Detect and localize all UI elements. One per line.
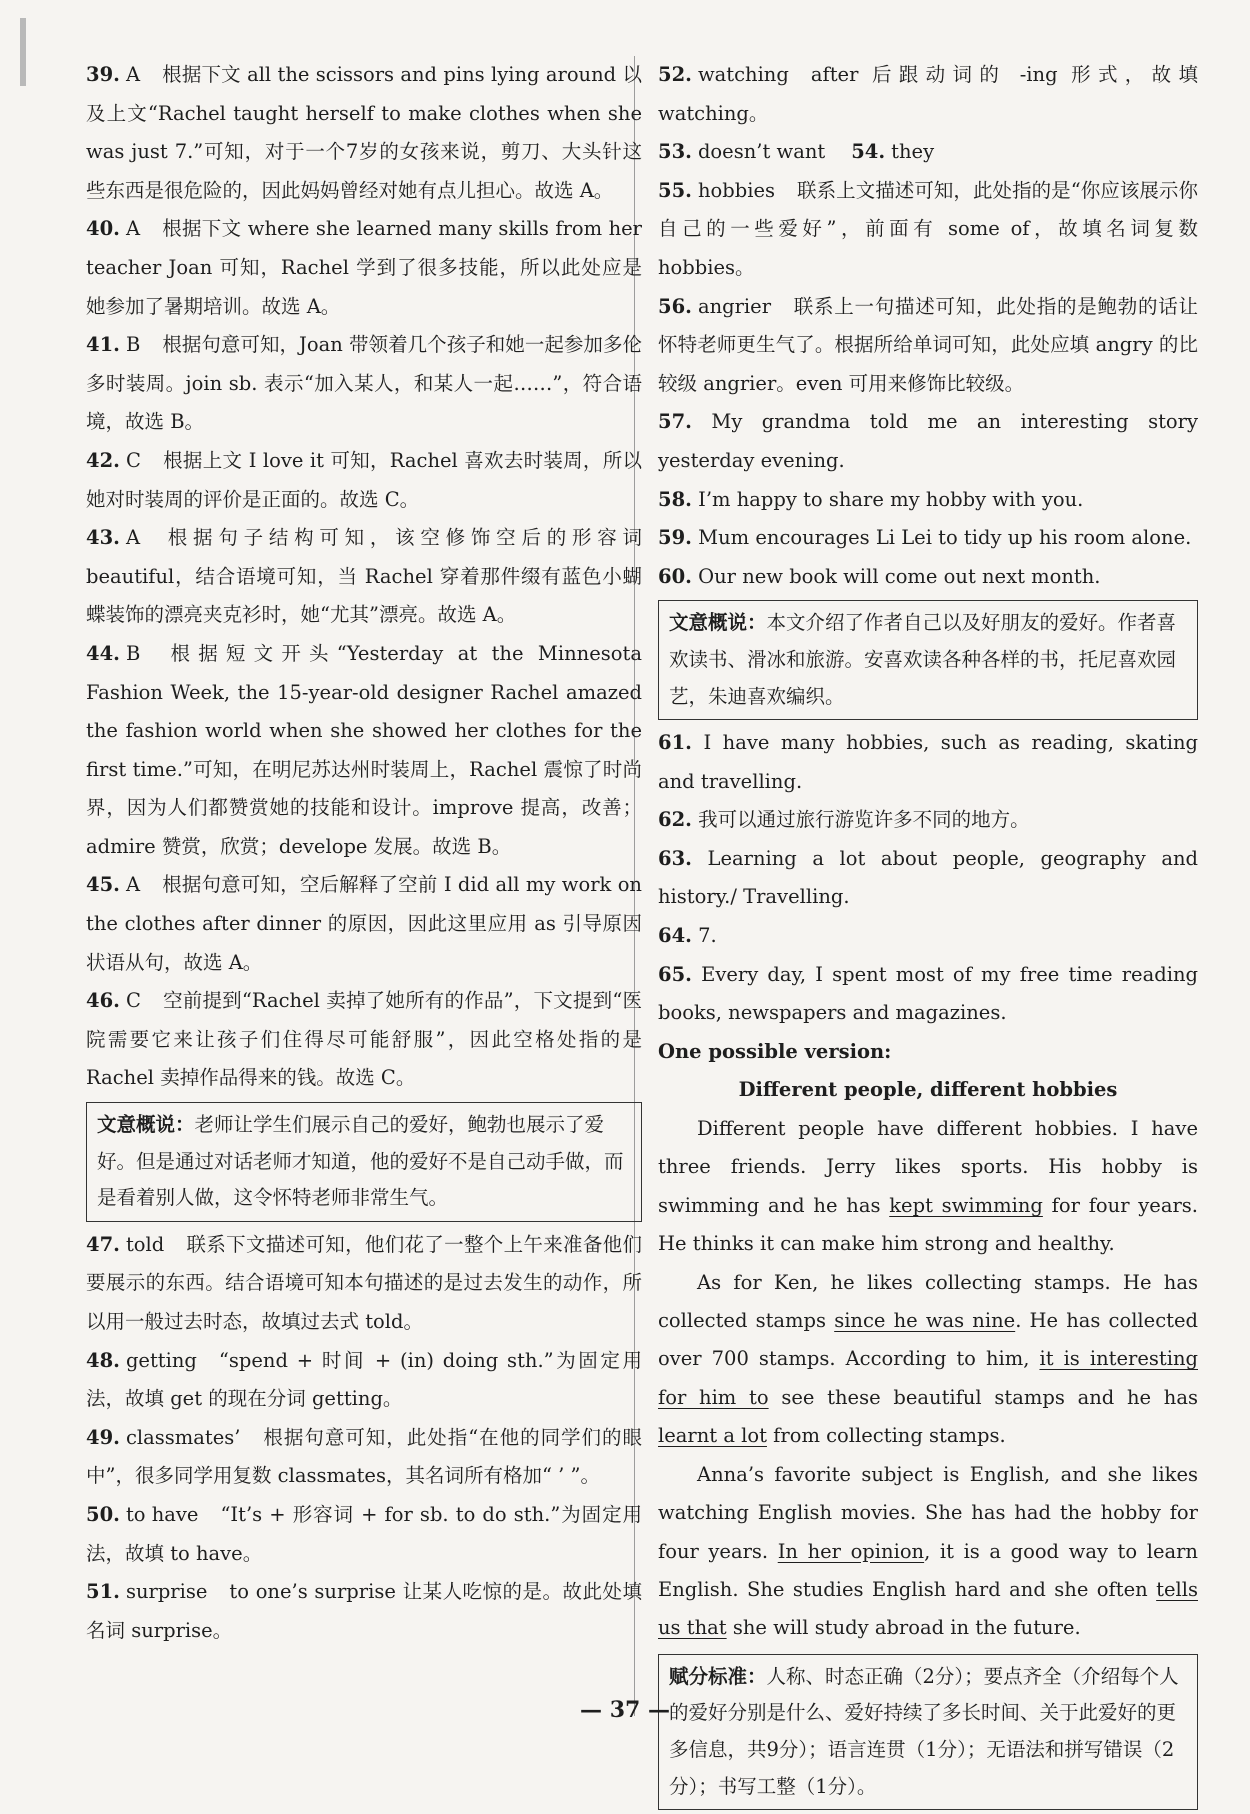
answer-item <box>658 56 1198 133</box>
question-number: 56. <box>658 294 692 318</box>
question-number: 65. <box>658 962 692 986</box>
explanation-text: 7. <box>698 924 717 948</box>
answer-item <box>86 1342 642 1419</box>
question-number: 46. <box>86 989 120 1013</box>
answer-key: B <box>125 641 141 665</box>
answer-item <box>658 133 1198 172</box>
page-number: — 37 — <box>580 1697 670 1723</box>
question-number: 52. <box>658 63 692 86</box>
question-number: 43. <box>86 526 120 550</box>
question-number: 42. <box>86 448 120 472</box>
essay-paragraph: Anna’s favorite subject is English, and she likes watching English movies. She has had the hobby for four years. In her opinion, it is a good way to learn English. She studies English hard and she often tells us that she will study abroad in the future. <box>658 1462 1198 1640</box>
question-number: 63. <box>658 846 692 870</box>
question-number: 40. <box>86 217 120 241</box>
answer-item <box>658 288 1198 404</box>
explanation-text: 根据上文 I love it 可知，Rachel 喜欢去时装周，所以她对时装周的评价是正面的。故选 C。 <box>86 448 642 511</box>
left-answer-list <box>86 56 642 1098</box>
summary-label: 文意概说： <box>97 1113 195 1137</box>
right-column <box>658 56 1198 1814</box>
explanation-text: 根据句意可知，Joan 带领着几个孩子和她一起参加多伦多时装周。join sb. 表示“加入某人，和某人一起……”，符合语境，故选 B。 <box>86 333 642 434</box>
summary-text: 本文介绍了作者自己以及好朋友的爱好。作者喜欢读书、滑冰和旅游。安喜欢读各种各样的书，托尼喜欢园艺，朱迪喜欢编织。 <box>669 611 1177 708</box>
explanation-text: 根据下文 all the scissors and pins lying around 以及上文“Rachel taught herself to make clothes when she was just 7.”可知，对于一个7岁的女孩来说，剪刀、大头针这些东西是很危险的，因此妈妈曾经对她有点儿担心。故选 A。 <box>86 63 642 202</box>
right-answer-list <box>658 56 1198 596</box>
question-number: 48. <box>86 1348 120 1372</box>
answer-key: A <box>125 63 141 86</box>
answer-key: A <box>125 526 141 550</box>
explanation-text: 联系上文描述可知，此处指的是“你应该展示你自己的一些爱好”，前面有 some of，故填名词复数 hobbies。 <box>658 178 1198 279</box>
explanation-text: 根据句意可知，空后解释了空前 I did all my work on the clothes after dinner 的原因，因此这里应用 as 引导原因状语从句，故选 A。 <box>86 873 642 974</box>
summary-text: 老师让学生们展示自己的爱好，鲍勃也展示了爱好。但是通过对话老师才知道，他的爱好不是自己动手做，而是看着别人做，这令怀特老师非常生气。 <box>97 1113 624 1210</box>
explanation-text: Our new book will come out next month. <box>698 564 1101 588</box>
answer-item <box>86 1419 642 1496</box>
explanation-text: Mum encourages Li Lei to tidy up his room alone. <box>698 526 1192 550</box>
answer-key: B <box>125 333 141 357</box>
explanation-text: 根据下文 where she learned many skills from her teacher Joan 可知，Rachel 学到了很多技能，所以此处应是她参加了暑期培训。故选 A。 <box>86 217 642 318</box>
answer-item <box>658 519 1198 558</box>
scoring-box <box>658 1654 1198 1810</box>
answer-item <box>658 172 1198 288</box>
right-answer-list-2 <box>658 724 1198 1033</box>
answer-item <box>658 840 1198 917</box>
explanation-text: “spend + 时间 + (in) doing sth.”为固定用法，故填 get 的现在分词 getting。 <box>86 1348 642 1411</box>
question-number: 60. <box>658 564 692 588</box>
answer-item <box>86 635 642 867</box>
essay-title: Different people, different hobbies <box>738 1078 1118 1102</box>
answer-item <box>658 801 1198 840</box>
answer-item <box>86 56 642 210</box>
answer-item <box>86 442 642 519</box>
essay-paragraph: Different people have different hobbies. I have three friends. Jerry likes sports. His hobby is swimming and he has kept swimming for four years. He thinks it can make him strong and healthy. <box>658 1117 1199 1256</box>
answer-item <box>86 210 642 326</box>
page-edge-mark <box>20 18 26 86</box>
question-number: 41. <box>86 333 120 357</box>
answer-key: hobbies <box>697 178 775 202</box>
answer-key: told <box>125 1232 165 1256</box>
answer-item <box>86 1496 642 1573</box>
essay-heading: One possible version: <box>658 1039 892 1063</box>
scoring-label: 赋分标准： <box>669 1664 767 1688</box>
explanation-text: to one’s surprise 让某人吃惊的是。故此处填名词 surprise。 <box>86 1580 642 1642</box>
answer-key: C <box>125 989 141 1013</box>
question-number: 49. <box>86 1425 120 1449</box>
explanation-text: 空前提到“Rachel 卖掉了她所有的作品”，下文提到“医院需要它来让孩子们住得尽可能舒服”，因此空格处指的是 Rachel 卖掉作品得来的钱。故选 C。 <box>86 989 642 1090</box>
answer-key: watching <box>697 63 789 86</box>
explanation-text: Every day, I spent most of my free time reading books, newspapers and magazines. <box>658 962 1198 1025</box>
answer-item <box>658 917 1198 956</box>
explanation-text: 根据短文开头“Yesterday at the Minnesota Fashion Week, the 15-year-old designer Rachel amazed the fashion world when she showed her clothes for the first time.”可知，在明尼苏达州时装周上，Rachel 震惊了时尚界，因为人们都赞赏她的技能和设计。improve 提高，改善；admire 赞赏，欣赏；develope 发展。故选 B。 <box>86 641 642 858</box>
answer-key: angrier <box>697 294 772 318</box>
answer-item <box>658 558 1198 597</box>
question-number: 62. <box>658 808 692 832</box>
question-number: 61. <box>658 731 692 755</box>
answer-key: doesn’t want <box>697 140 826 164</box>
answer-item <box>658 481 1198 520</box>
answer-item <box>86 866 642 982</box>
left-column <box>86 56 642 1650</box>
question-number: 64. <box>658 924 692 948</box>
question-number: 59. <box>658 526 692 550</box>
question-number: 39. <box>86 63 120 86</box>
answer-key: they <box>891 140 935 164</box>
answer-item <box>658 403 1198 480</box>
answer-key: getting <box>125 1348 197 1372</box>
explanation-text: 联系下文描述可知，他们花了一整个上午来准备他们要展示的东西。结合语境可知本句描述的是过去发生的动作，所以用一般过去时态，故填过去式 told。 <box>86 1232 642 1333</box>
explanation-text: 根据句意可知，此处指“在他的同学们的眼中”，很多同学用复数 classmates，其名词所有格加“ ’ ”。 <box>86 1425 642 1488</box>
answer-key: to have <box>125 1502 199 1526</box>
answer-item <box>86 326 642 442</box>
answer-item <box>86 1573 642 1650</box>
explanation-text: 我可以通过旅行游览许多不同的地方。 <box>698 808 1030 832</box>
question-number: 58. <box>658 487 692 511</box>
summary-box-right <box>658 600 1198 720</box>
explanation-text: I have many hobbies, such as reading, skating and travelling. <box>658 731 1198 793</box>
answer-key: A <box>125 217 141 241</box>
question-number: 54. <box>851 140 886 164</box>
answer-key: surprise <box>125 1580 208 1604</box>
answer-key: classmates’ <box>125 1425 241 1449</box>
summary-box-left <box>86 1102 642 1222</box>
scoring-text: 人称、时态正确（2分）；要点齐全（介绍每个人的爱好分别是什么、爱好持续了多长时间、关于此爱好的更多信息，共9分）；语言连贯（1分）；无语法和拼写错误（2分）；书写工整（1分）。 <box>669 1664 1179 1798</box>
explanation-text: My grandma told me an interesting story yesterday evening. <box>658 410 1198 472</box>
explanation-text: 根据句子结构可知，该空修饰空后的形容词 beautiful，结合语境可知，当 Rachel 穿着那件缀有蓝色小蝴蝶装饰的漂亮夹克衫时，她“尤其”漂亮。故选 A。 <box>86 526 642 627</box>
explanation-text: I’m happy to share my hobby with you. <box>698 487 1084 511</box>
answer-item <box>658 724 1198 801</box>
essay-paragraph: As for Ken, he likes collecting stamps. He has collected stamps since he was nine. He has collected over 700 stamps. According to him, it is interesting for him to see these beautiful stamps and he has learnt a lot from collecting stamps. <box>658 1270 1198 1448</box>
answer-item <box>86 1226 642 1342</box>
summary-label: 文意概说： <box>669 611 767 635</box>
question-number: 45. <box>86 873 120 897</box>
answer-key: C <box>125 448 141 472</box>
answer-item <box>86 519 642 635</box>
question-number: 50. <box>86 1502 120 1526</box>
left-answer-list-2 <box>86 1226 642 1651</box>
question-number: 47. <box>86 1232 120 1256</box>
explanation-text: Learning a lot about people, geography and history./ Travelling. <box>658 846 1198 909</box>
answer-item <box>86 982 642 1098</box>
explanation-text: 联系上一句描述可知，此处指的是鲍勃的话让怀特老师更生气了。根据所给单词可知，此处应填 angry 的比较级 angrier。even 可用来修饰比较级。 <box>658 294 1198 395</box>
question-number: 57. <box>658 410 692 434</box>
answer-key: A <box>125 873 141 897</box>
answer-item <box>658 956 1198 1033</box>
question-number: 51. <box>86 1580 120 1604</box>
question-number: 44. <box>86 641 120 665</box>
question-number: 53. <box>658 140 692 164</box>
question-number: 55. <box>658 178 692 202</box>
explanation-text: “It’s + 形容词 + for sb. to do sth.”为固定用法，故填 to have。 <box>86 1502 642 1565</box>
explanation-text: after 后跟动词的 -ing 形式，故填 watching。 <box>658 63 1198 125</box>
